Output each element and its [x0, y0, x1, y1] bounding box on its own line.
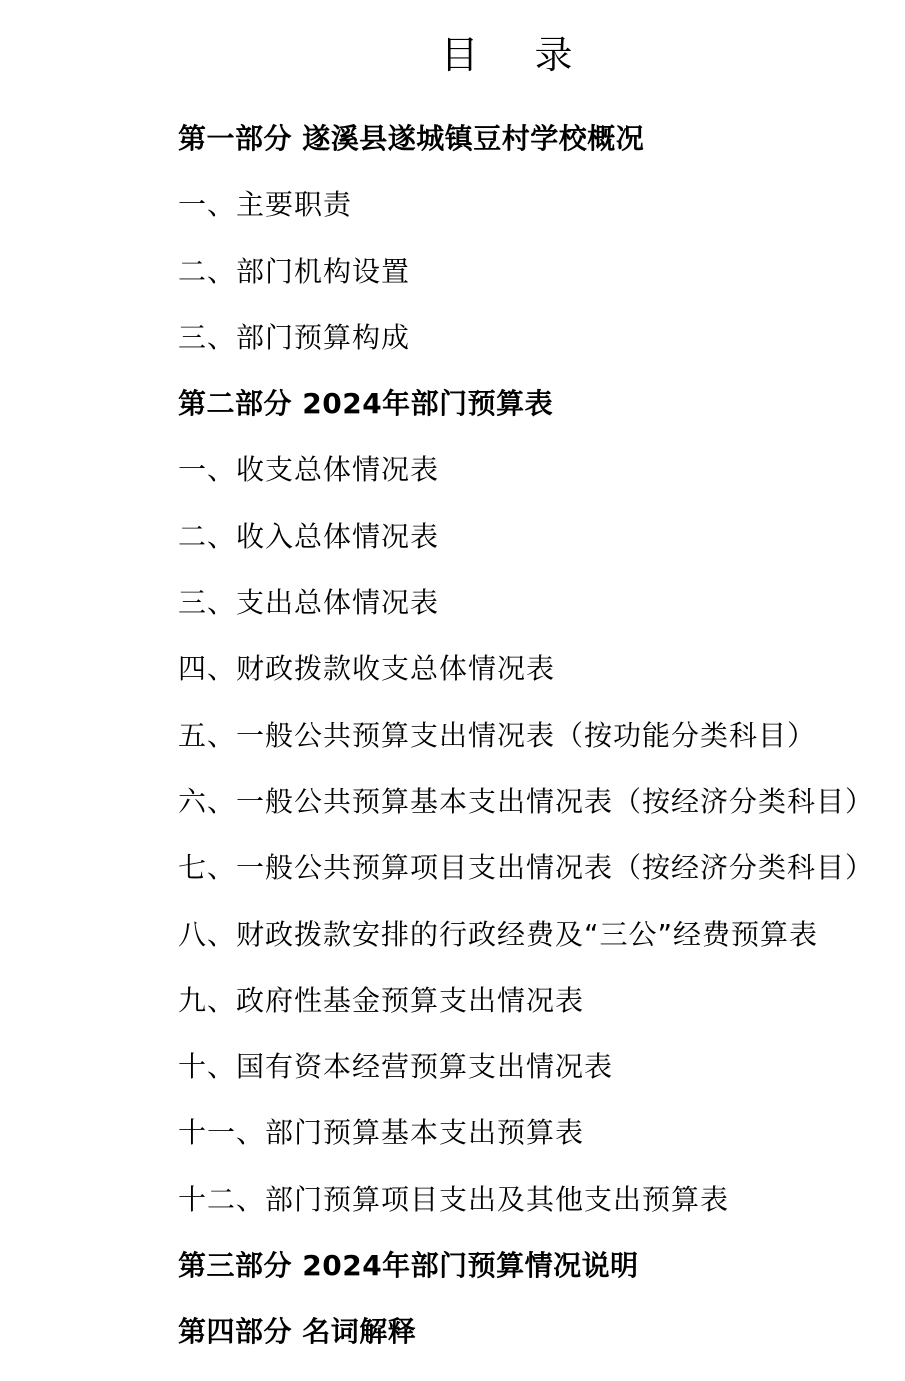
toc-item[interactable]: 十一、部门预算基本支出预算表 [178, 1116, 585, 1150]
toc-item[interactable]: 二、部门机构设置 [178, 254, 411, 288]
toc-item[interactable]: 三、部门预算构成 [178, 320, 411, 354]
toc-section-part-1[interactable]: 第一部分 遂溪县遂城镇豆村学校概况 [178, 122, 645, 155]
toc-item[interactable]: 三、支出总体情况表 [178, 586, 440, 620]
toc-item[interactable]: 十二、部门预算项目支出及其他支出预算表 [178, 1182, 730, 1216]
toc-item[interactable]: 一、收支总体情况表 [178, 453, 440, 487]
toc-item[interactable]: 九、政府性基金预算支出情况表 [178, 983, 585, 1017]
toc-section-part-3[interactable]: 第三部分 2024年部门预算情况说明 [178, 1249, 639, 1283]
toc-item[interactable]: 七、一般公共预算项目支出情况表（按经济分类科目） [178, 851, 875, 885]
toc-section-part-4[interactable]: 第四部分 名词解释 [178, 1315, 417, 1349]
toc-item[interactable]: 四、财政拨款收支总体情况表 [178, 652, 556, 686]
toc-section-part-2[interactable]: 第二部分 2024年部门预算表 [178, 387, 554, 421]
table-of-contents [178, 113, 898, 1373]
toc-item[interactable]: 八、财政拨款安排的行政经费及“三公”经费预算表 [178, 917, 819, 951]
toc-item[interactable]: 六、一般公共预算基本支出情况表（按经济分类科目） [178, 784, 875, 818]
toc-item[interactable]: 一、主要职责 [178, 188, 353, 222]
toc-item[interactable]: 十、国有资本经营预算支出情况表 [178, 1050, 614, 1084]
toc-item[interactable]: 二、收入总体情况表 [178, 519, 440, 553]
page-title: 目 录 [440, 33, 595, 77]
toc-item[interactable]: 五、一般公共预算支出情况表（按功能分类科目） [178, 718, 817, 752]
